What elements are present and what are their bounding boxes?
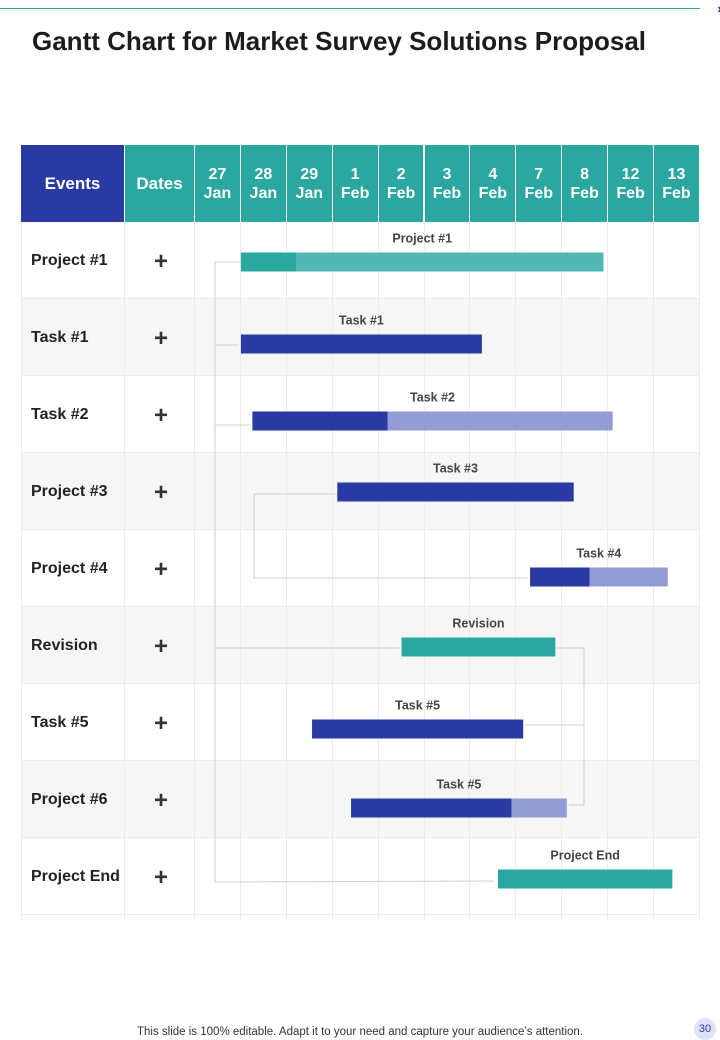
date-day: 2	[396, 165, 406, 183]
connector-lines	[215, 262, 584, 882]
date-month: Feb	[662, 184, 691, 202]
row-event-label: Project #3	[31, 483, 108, 500]
plus-icon[interactable]: +	[154, 479, 169, 506]
row-event-label: Revision	[31, 637, 98, 654]
row-event-label: Project End	[31, 868, 120, 885]
bar-label: Task #2	[410, 390, 456, 405]
top-rule	[0, 8, 700, 9]
row-event-label: Task #2	[31, 406, 89, 423]
bar-label: Task #5	[395, 698, 441, 713]
date-month: Feb	[340, 184, 370, 202]
page-number: 30	[694, 1018, 716, 1040]
date-month: Feb	[432, 184, 462, 202]
row-event-label: Project #4	[31, 560, 108, 577]
row-event-label: Project #6	[31, 791, 108, 808]
date-day: 3	[442, 165, 452, 183]
plus-icon[interactable]: +	[154, 248, 169, 275]
bar-label: Task #4	[576, 546, 622, 561]
footer-note: This slide is 100% editable. Adapt it to your need and capture your audience’s attention.	[136, 1026, 584, 1038]
plus-icon[interactable]: +	[154, 633, 169, 660]
connector-line	[254, 494, 528, 578]
plus-icon[interactable]: +	[154, 556, 169, 583]
header-events: Events	[21, 145, 124, 222]
date-month: Feb	[478, 184, 508, 202]
date-month: Jan	[249, 184, 278, 202]
bar-segment	[296, 253, 604, 272]
gantt-bar	[351, 778, 567, 818]
bar-label: Task #1	[338, 313, 384, 328]
bar-segment	[252, 412, 387, 431]
date-month: Feb	[616, 184, 645, 202]
connector-line	[555, 648, 584, 805]
date-day: 1	[350, 165, 360, 183]
date-day: 29	[300, 165, 319, 183]
date-month: Feb	[524, 184, 553, 202]
header-dates: Dates	[125, 145, 194, 222]
gantt-bar	[498, 849, 672, 889]
row-event-label: Task #5	[31, 714, 89, 731]
date-day: 28	[254, 165, 273, 183]
gantt-bar	[241, 314, 482, 354]
date-month: Jan	[203, 184, 232, 202]
bar-segment	[498, 870, 672, 889]
bars-layer	[21, 145, 700, 921]
bar-segment	[351, 799, 512, 818]
bar-segment	[388, 412, 613, 431]
bar-segment	[590, 568, 668, 587]
gantt-bar	[312, 699, 523, 739]
row-event-label: Project #1	[31, 252, 108, 269]
bar-label: Revision	[452, 616, 505, 631]
date-month: Feb	[570, 184, 599, 202]
bar-segment	[337, 483, 573, 502]
bar-label: Project #1	[392, 231, 453, 246]
gantt-bar	[337, 462, 573, 502]
date-day: 4	[488, 165, 498, 183]
page-title: Gantt Chart for Market Survey Solutions Proposal	[32, 26, 646, 56]
row-event-label: Task #1	[31, 329, 89, 346]
date-day: 13	[667, 165, 686, 183]
date-day: 7	[534, 165, 544, 183]
date-day: 8	[580, 165, 590, 183]
bar-segment	[530, 568, 590, 587]
date-month: Feb	[386, 184, 416, 202]
date-month: Jan	[295, 184, 324, 202]
gantt-bar	[241, 232, 604, 272]
plus-icon[interactable]: +	[154, 325, 169, 352]
date-day: 27	[208, 165, 227, 183]
bar-segment	[241, 253, 296, 272]
bar-label: Project End	[550, 848, 620, 863]
bar-segment	[312, 720, 523, 739]
plus-icon[interactable]: +	[154, 402, 169, 429]
bar-segment	[512, 799, 567, 818]
bar-label: Task #5	[436, 777, 482, 792]
date-day: 12	[621, 165, 640, 183]
plus-icon[interactable]: +	[154, 864, 169, 891]
bar-segment	[241, 335, 482, 354]
plus-icon[interactable]: +	[154, 710, 169, 737]
double-chevron-right-icon: ››	[717, 1, 718, 16]
bar-segment	[402, 638, 556, 657]
gantt-bar	[530, 547, 668, 587]
gantt-chart	[21, 145, 700, 921]
gantt-bar	[402, 617, 556, 657]
gantt-bar	[252, 391, 612, 431]
plus-icon[interactable]: +	[154, 787, 169, 814]
bar-label: Task #3	[433, 461, 478, 476]
